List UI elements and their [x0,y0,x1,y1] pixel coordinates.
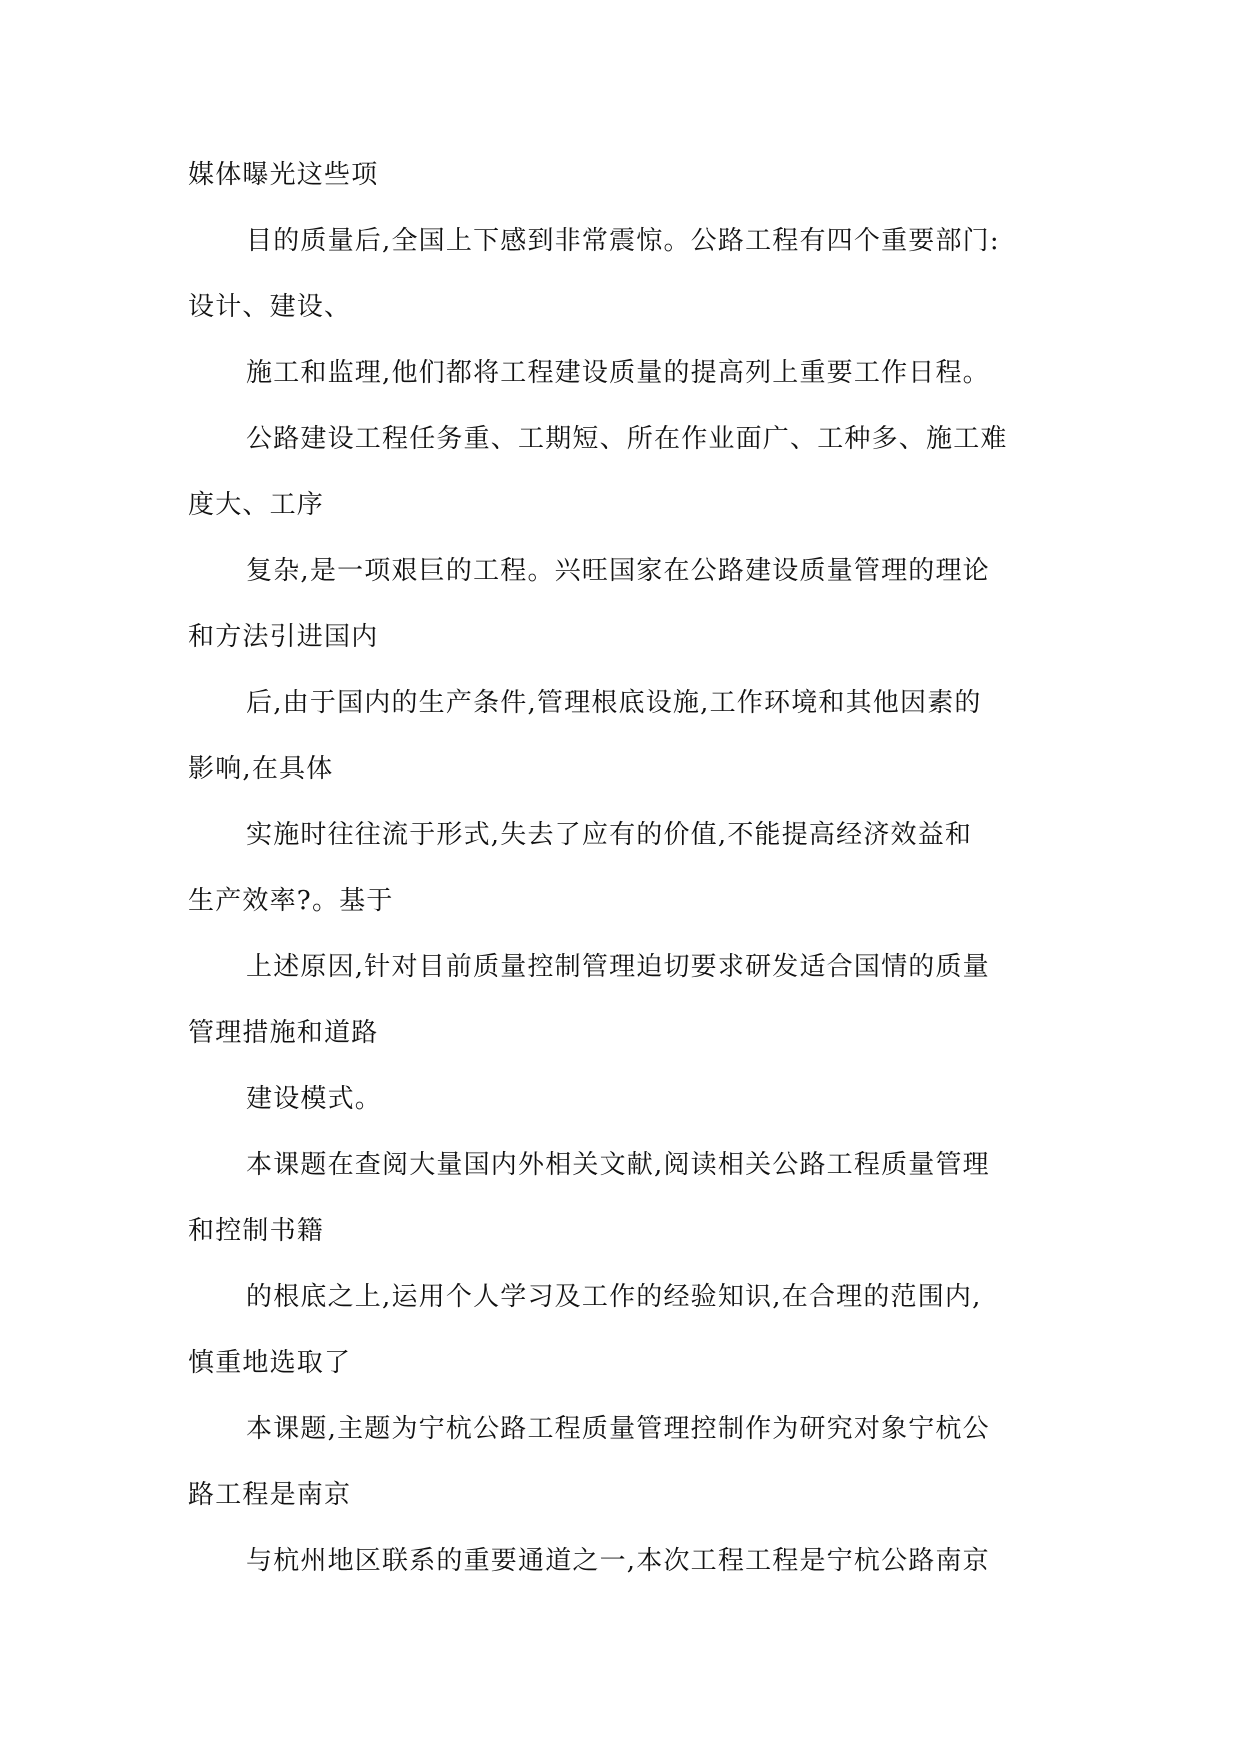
text-line: 上述原因,针对目前质量控制管理迫切要求研发适合国情的质量 [246,952,990,982]
text-line: 本课题在查阅大量国内外相关文献,阅读相关公路工程质量管理 [246,1150,990,1180]
text-line: 的根底之上,运用个人学习及工作的经验知识,在合理的范围内, [246,1282,982,1312]
text-line: 公路建设工程任务重、工期短、所在作业面广、工种多、施工难 [246,424,1008,454]
text-line: 管理措施和道路 [188,1018,379,1048]
text-line: 与杭州地区联系的重要通道之一,本次工程工程是宁杭公路南京 [246,1546,990,1576]
text-line: 目的质量后,全国上下感到非常震惊。公路工程有四个重要部门: [246,226,1000,256]
text-line: 度大、工序 [188,490,325,520]
text-line: 和方法引进国内 [188,622,379,652]
text-line: 后,由于国内的生产条件,管理根底设施,工作环境和其他因素的 [246,688,982,718]
text-line: 设计、建设、 [188,292,352,322]
text-line: 生产效率?。基于 [188,886,394,916]
text-line: 慎重地选取了 [188,1348,352,1378]
text-line: 影响,在具体 [188,754,334,784]
text-line: 媒体曝光这些项 [188,160,379,190]
text-line: 本课题,主题为宁杭公路工程质量管理控制作为研究对象宁杭公 [246,1414,990,1444]
body-text [188,160,1068,1612]
text-line: 复杂,是一项艰巨的工程。兴旺国家在公路建设质量管理的理论 [246,556,990,586]
text-line: 施工和监理,他们都将工程建设质量的提高列上重要工作日程。 [246,358,990,388]
text-line: 路工程是南京 [188,1480,352,1510]
text-line: 和控制书籍 [188,1216,325,1246]
text-line: 实施时往往流于形式,失去了应有的价值,不能提高经济效益和 [246,820,973,850]
text-line: 建设模式。 [246,1084,383,1114]
